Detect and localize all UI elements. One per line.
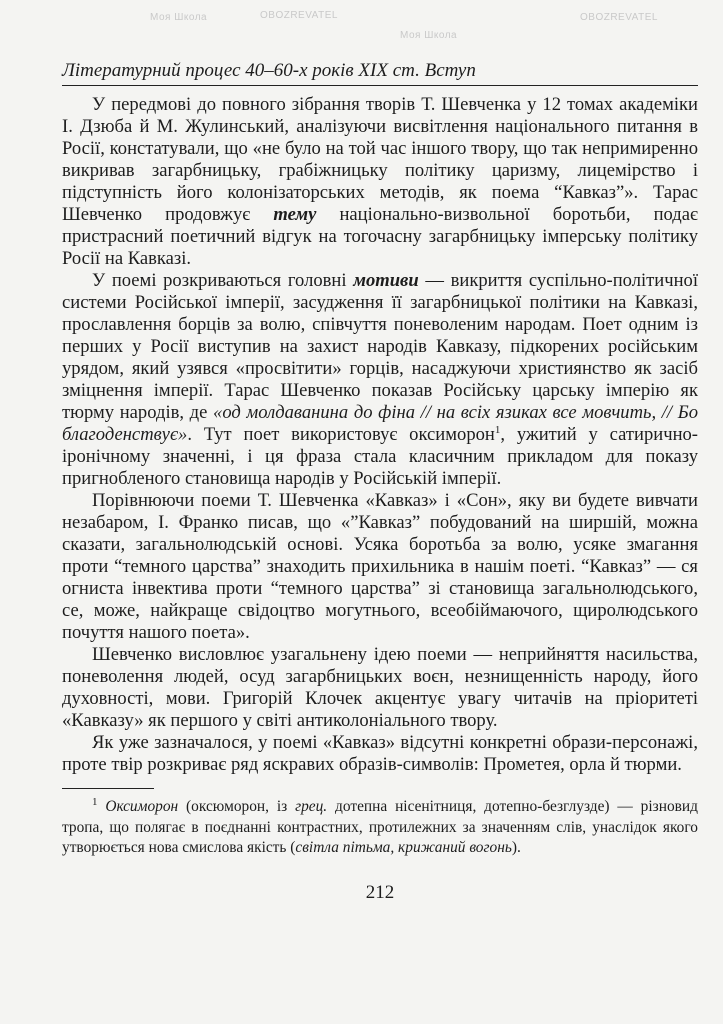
paragraph: У передмові до повного зібрання творів Т. Шевченка у 12 томах академіки І. Дзюба й М. Жулинський, аналізуючи висвітлення національного питання в Росії, констатували, що «не було на той час іншого твору, що так непримиренно викривав загарбницьку, грабіжницьку політику царизму, лицемірство і підступність його колонізаторських методів, як поема “Кавказ”». Тарас Шевченко продовжує тему національно-визвольної боротьби, подає пристрасний поетичний відгук на тогочасну загарбницьку імперську політику Росії на Кавказі. (62, 94, 698, 269)
footnote-term: Оксиморон (105, 798, 179, 815)
watermark: Моя Школа (150, 12, 208, 23)
footnote-ref[interactable]: 1 (494, 423, 501, 436)
page-number: 212 (365, 881, 395, 903)
quote: «од молдаванина до фіна // на всіх язиках все мовчить, // Бо благоденствує» (62, 402, 698, 445)
running-header: Літературний процес 40–60-х років XIX ст. Вступ (62, 60, 698, 86)
paragraph: У поемі розкриваються головні мотиви — викриття суспільно-політичної системи Російської імперії, засудження її загарбницької політики на Кавказі, прославлення борців за волю, співчуття поневоленим народам. Поет одним із перших у Росії виступив на захист народів Кавказу, підкорених російським урядом, який узявся «просвітити» горців, насаджуючи християнство як засіб зміцнення імперії. Тарас Шевченко показав Російську царську імперію як тюрму народів, де «од молдаванина до фіна // на всіх язиках все мовчить, // Бо благоденствує». Тут поет використовує оксиморон$^1$, ужитий у сатирично-іронічному значенні, і ця фраза стала класичним прикладом для показу пригнобленого становища народів у Російській імперії. (62, 270, 699, 489)
footnote-divider (62, 788, 154, 789)
main-text (62, 94, 698, 776)
page-column (62, 0, 698, 925)
watermark: OBOZREVATEL (260, 10, 338, 21)
footnote: $^1$ Оксиморон (оксюморон, із грец. дотепна нісенітниця, дотепно-безглузде) — різновид тропа, що полягає в поєднанні контрастних, протилежних за значенням слів, унаслідок якого утворюється нова смислова якість (світла пітьма, крижаний вогонь). (62, 795, 698, 856)
paragraph: Як уже зазначалося, у поемі «Кавказ» відсутні конкретні образи-персонажі, проте твір розкриває ряд яскравих образів-символів: Прометея, орла й тюрми. (62, 732, 698, 775)
paragraph: Порівнюючи поеми Т. Шевченка «Кавказ» і «Сон», яку ви будете вивчати незабаром, І. Франко писав, що «”Кавказ” побудований на ширшій, можна сказати, загальнолюдській основі. Усяка боротьба за волю, усяке змагання проти “темного царства” знаходить прихильника в нашім поеті. “Кавказ” — ся огниста інвектива проти “темного царства” зі становища загальнолюдського, се, може, найкраще свідоцтво могутнього, всеобіймаючого, щиролюдського почуття нашого поета». (62, 490, 698, 643)
paragraph: Шевченко висловлює узагальнену ідею поеми — неприйняття насильства, поневолення людей, осуд загарбницьких воєн, незнищенність народу, його духовності, мови. Григорій Клочек акцентує увагу читачів на пріоритеті «Кавказу» як першого у світі антиколоніального твору. (62, 644, 698, 731)
emphasis: тему (273, 204, 317, 225)
watermark: OBOZREVATEL (580, 12, 658, 23)
watermark: Моя Школа (400, 30, 458, 41)
emphasis: мотиви (353, 270, 419, 291)
